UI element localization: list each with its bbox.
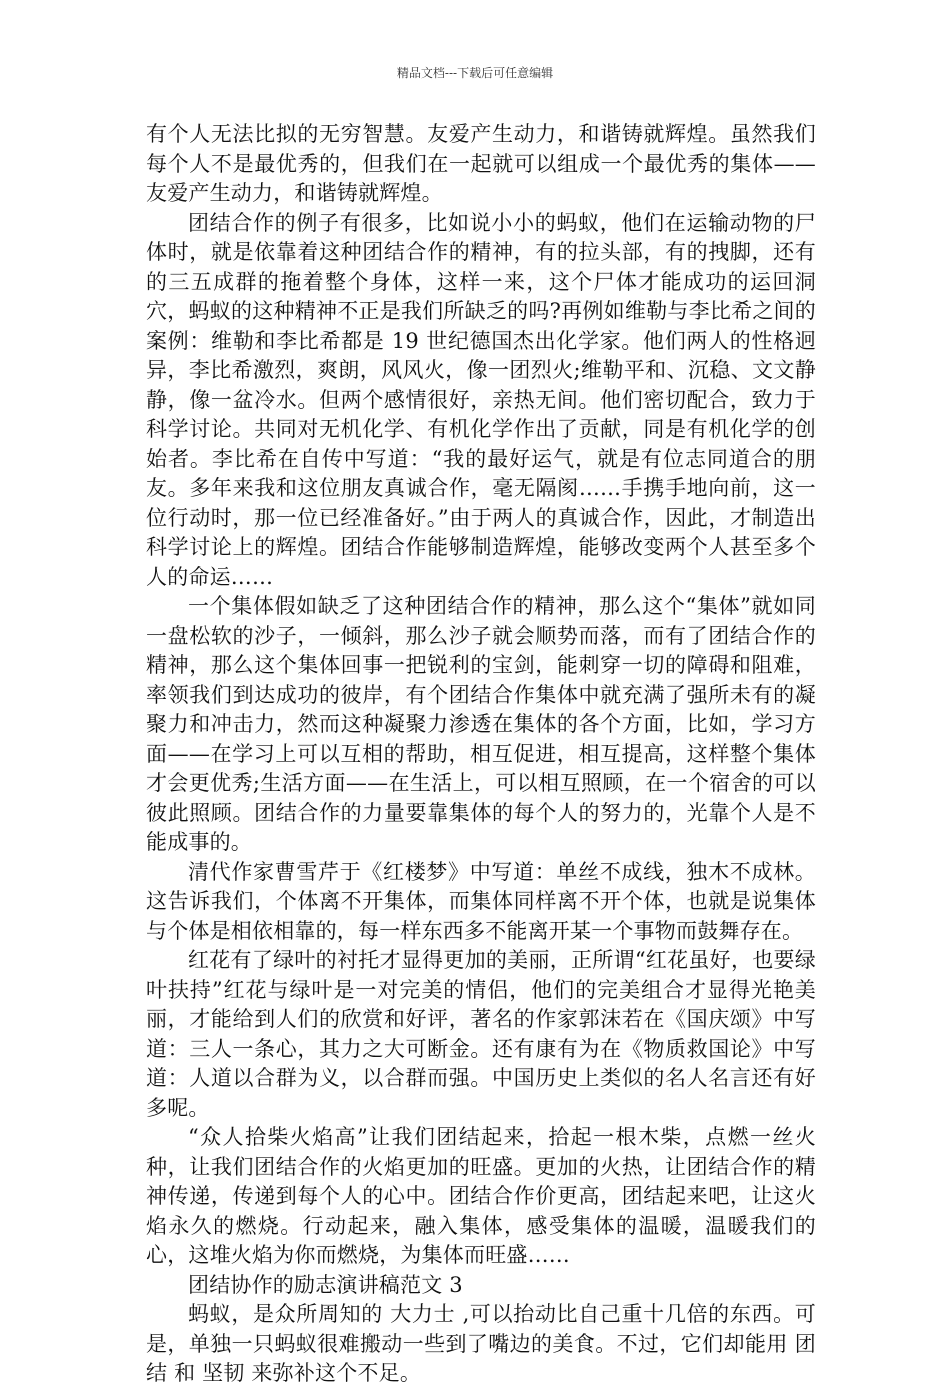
section-heading: 团结协作的励志演讲稿范文 3	[188, 1272, 463, 1297]
document-body	[146, 120, 816, 1389]
paragraph-6: “众人拾柴火焰高”让我们团结起来，拾起一根木柴，点燃一丝火种，让我们团结合作的火焰更加的旺盛。更加的火热，让团结合作的精神传递，传递到每个人的心中。团结合作价更高，团结起来吧，让这火焰永久的燃烧。行动起来，融入集体，感受集体的温暖，温暖我们的心，这堆火焰为你而燃烧，为集体而旺盛……	[146, 1125, 816, 1267]
paragraph-7: 蚂蚁，是众所周知的 大力士 ,可以抬动比自己重十几倍的东西。可是，单独一只蚂蚁很难搬动一些到了嘴边的美食。不过，它们却能用 团结 和 坚韧 来弥补这个不足。	[146, 1302, 816, 1385]
paragraph-4: 清代作家曹雪芹于《红楼梦》中写道：单丝不成线，独木不成林。这告诉我们，个体离不开集体，而集体同样离不开个体，也就是说集体与个体是相依相靠的，每一样东西多不能离开某一个事物而鼓舞存在。	[146, 859, 816, 943]
page-header: 精品文档---下载后可任意编辑	[396, 66, 554, 80]
paragraph-5: 红花有了绿叶的衬托才显得更加的美丽，正所谓“红花虽好，也要绿叶扶持”红花与绿叶是一对完美的情侣，他们的完美组合才显得光艳美丽，才能给到人们的欣赏和好评，著名的作家郭沫若在《国庆颂》中写道：三人一条心，其力之大可断金。还有康有为在《物质救国论》中写道：人道以合群为义，以合群而强。中国历史上类似的名人名言还有好多呢。	[146, 948, 816, 1120]
paragraph-3: 一个集体假如缺乏了这种团结合作的精神，那么这个“集体”就如同一盘松软的沙子，一倾斜，那么沙子就会顺势而落，而有了团结合作的精神，那么这个集体回事一把锐利的宝剑，能刺穿一切的障碍和阻难，率领我们到达成功的彼岸，有个团结合作集体中就充满了强所未有的凝聚力和冲击力，然而这种凝聚力渗透在集体的各个方面，比如，学习方面——在学习上可以互相的帮助，相互促进，相互提高，这样整个集体才会更优秀;生活方面——在生活上，可以相互照顾，在一个宿舍的可以彼此照顾。团结合作的力量要靠集体的每个人的努力的，光靠个人是不能成事的。	[146, 594, 816, 854]
paragraph-2: 团结合作的例子有很多，比如说小小的蚂蚁，他们在运输动物的尸体时，就是依靠着这种团结合作的精神，有的拉头部，有的拽脚，还有的三五成群的拖着整个身体，这样一来，这个尸体才能成功的运回洞穴，蚂蚁的这种精神不正是我们所缺乏的吗?再例如维勒与李比希之间的案例：维勒和李比希都是 19 世纪德国杰出化学家。他们两人的性格迥异，李比希激烈，爽朗，风风火，像一团烈火;维勒平和、沉稳、文文静静，像一盆冷水。但两个感情很好，亲热无间。他们密切配合，致力于科学讨论。共同对无机化学、有机化学作出了贡献，同是有机化学的创始者。李比希在自传中写道：“我的最好运气，就是有位志同道合的朋友。多年来我和这位朋友真诚合作，毫无隔阂……手携手地向前，这一位行动时，那一位已经准备好。”由于两人的真诚合作，因此，才制造出科学讨论上的辉煌。团结合作能够制造辉煌，能够改变两个人甚至多个人的命运……	[146, 210, 816, 589]
paragraph-1: 有个人无法比拟的无穷智慧。友爱产生动力，和谐铸就辉煌。虽然我们每个人不是最优秀的，但我们在一起就可以组成一个最优秀的集体——友爱产生动力，和谐铸就辉煌。	[146, 122, 816, 205]
